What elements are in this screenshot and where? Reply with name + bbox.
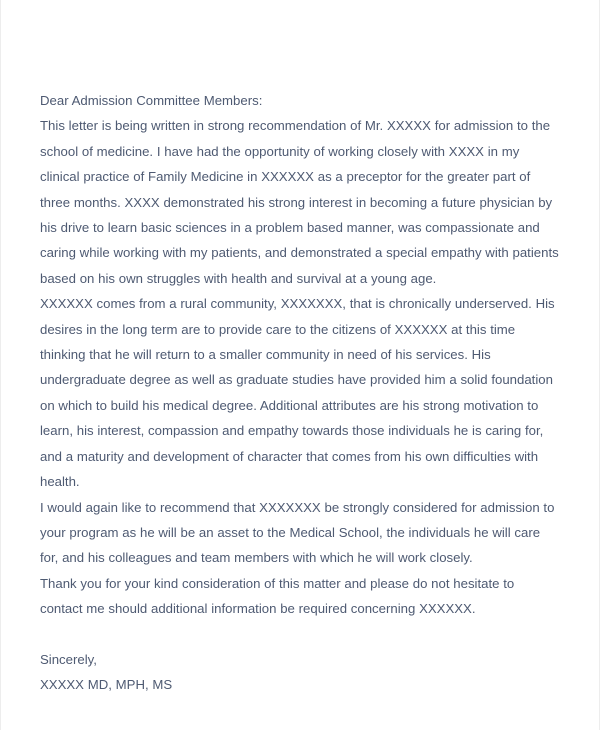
signature-block — [40, 647, 559, 698]
letter-paragraph-3: I would again like to recommend that XXXXXXX be strongly considered for admission to your program as he will be an asset to the Medical School, the individuals he will care for, and his colleagues and team members with which he will work closely. — [40, 499, 555, 566]
letter-paragraph-4: Thank you for your kind consideration of this matter and please do not hesitate to contact me should additional information be required concerning XXXXXX. — [40, 575, 515, 617]
letter-body — [40, 88, 559, 698]
letter-closing: Sincerely, — [40, 651, 97, 667]
letter-paragraph-2: XXXXXX comes from a rural community, XXXXXXX, that is chronically underserved. His desires in the long term are to provide care to the citizens of XXXXXX at this time thinking that he will return to a smaller community in need of his services. His undergraduate degree as well as graduate studies have provided him a solid foundation on which to build his medical degree. Additional attributes are his strong motivation to learn, his interest, compassion and empathy towards those individuals he is caring for, and a maturity and development of character that comes from his own difficulties with health. — [40, 296, 555, 490]
letter-paragraph-1: This letter is being written in strong recommendation of Mr. XXXXX for admission to the school of medicine. I have had the opportunity of working closely with XXXX in my clinical practice of Family Medicine in XXXXXX as a preceptor for the greater part of three months. XXXX demonstrated his strong interest in becoming a future physician by his drive to learn basic sciences in a problem based manner, was compassionate and caring while working with my patients, and demonstrated a special empathy with patients based on his own struggles with health and survival at a young age. — [40, 118, 559, 286]
signature-spacer — [40, 622, 559, 647]
letter-salutation: Dear Admission Committee Members: — [40, 93, 263, 108]
letter-signature: XXXXX MD, MPH, MS — [40, 677, 173, 693]
